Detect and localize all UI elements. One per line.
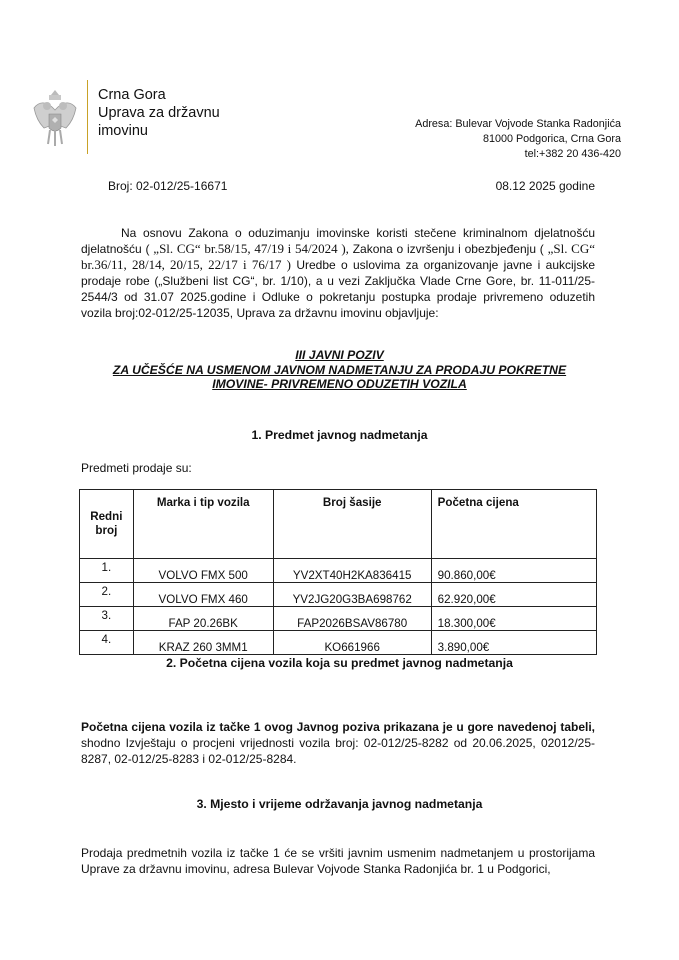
row-make: KRAZ 260 3MM1 [133,631,273,655]
intro-part-3: Zakona o izvršenju i obezbjeđenju ( [348,242,548,256]
header-divider [87,80,88,154]
row-make: VOLVO FMX 460 [133,583,273,607]
row-make: FAP 20.26BK [133,607,273,631]
row-ordinal: 4. [80,631,134,655]
section-3-paragraph: Prodaja predmetnih vozila iz tačke 1 će se vršiti javnim usmenim nadmetanjem u prostorijama Uprave za državnu imovinu, adresa Bulevar Vojvode Stanka Radonjića br. 1 u Podgorici, [81,846,595,876]
document-number: Broj: 02-012/25-16671 [108,179,228,193]
header-make: Marka i tip vozila [133,490,273,559]
intro-part-1: Na osnovu Zakona o oduzimanju imovinske koristi stečene kriminalnom djelatnošću djelatnošću ( [81,226,595,256]
header-ordinal: Redni broj [80,490,134,559]
title-line-1: III JAVNI POZIV [295,348,384,362]
header-chassis: Broj šasije [273,490,431,559]
row-chassis: FAP2026BSAV86780 [273,607,431,631]
section-1-lead: Predmeti prodaje su: [81,461,192,475]
intro-part-2: „Sl. CG“ br.58/15, 47/19 i 54/2024 ), [153,241,349,256]
vehicles-table [79,489,597,655]
address-line-2: 81000 Podgorica, Crna Gora [482,133,621,145]
organization-address [415,117,621,162]
section-1-heading: 1. Predmet javnog nadmetanja [251,428,428,442]
section-2-bold-text: Početna cijena vozila iz tačke 1 ovog Javnog poziva prikazana je u gore navedenoj tabeli, [81,720,595,734]
row-ordinal: 3. [80,607,134,631]
intro-paragraph [81,225,595,321]
row-chassis: KO661966 [273,631,431,655]
title-line-3: IMOVINE- PRIVREMENO ODUZETIH VOZILA [212,377,467,391]
row-price: 62.920,00€ [431,583,596,607]
address-line-1: Adresa: Bulevar Vojvode Stanka Radonjića [415,118,621,130]
montenegro-coat-of-arms-icon [30,84,80,150]
row-price: 90.860,00€ [431,559,596,583]
row-ordinal: 2. [80,583,134,607]
table-row [80,631,597,655]
table-row [80,583,597,607]
row-price: 3.890,00€ [431,631,596,655]
org-line-2: Uprava za državnu [98,105,220,121]
section-2-rest-text: shodno Izvještaju o procjeni vrijednosti vozila broj: 02-012/25-8282 od 20.06.2025, 02012/25-8287, 02-012/25-8283 i 02-012/25-8284. [81,736,595,766]
section-2-heading: 2. Početna cijena vozila koja su predmet javnog nadmetanja [166,656,513,670]
title-line-2: ZA UČEŠĆE NA USMENOM JAVNOM NADMETANJU ZA PRODAJU POKRETNE [112,362,567,377]
table-row [80,559,597,583]
row-chassis: YV2XT40H2KA836415 [273,559,431,583]
header-price: Početna cijena [431,490,596,559]
call-title [60,348,619,392]
org-line-1: Crna Gora [98,87,166,103]
organization-name [98,86,220,140]
row-chassis: YV2JG20G3BA698762 [273,583,431,607]
intro-part-4: „Sl. CG“ br.36/11, 28/14, 20/15, 22/17 i 76/17 ) [81,241,595,272]
intro-part-5: Uredbe o uslovima za organizovanje javne i aukcijske prodaje robe („Službeni list CG“, br. 1/10), a u vezi Zaključka Vlade Crne Gore, br. 11-011/25-2544/3 od 31.07 2025.godine i Odluke o pokretanju postupka prodaje privremeno oduzetih vozila broj:02-012/25-12035, Uprava za državnu imovinu objavljuje: [81,258,595,320]
table-header-row [80,490,597,559]
row-price: 18.300,00€ [431,607,596,631]
table-row [80,607,597,631]
row-make: VOLVO FMX 500 [133,559,273,583]
org-line-3: imovinu [98,123,148,139]
address-line-3: tel:+382 20 436-420 [524,148,621,160]
section-2-paragraph [81,719,595,767]
row-ordinal: 1. [80,559,134,583]
section-3-heading: 3. Mjesto i vrijeme održavanja javnog nadmetanja [196,797,483,811]
document-date: 08.12 2025 godine [495,179,595,193]
